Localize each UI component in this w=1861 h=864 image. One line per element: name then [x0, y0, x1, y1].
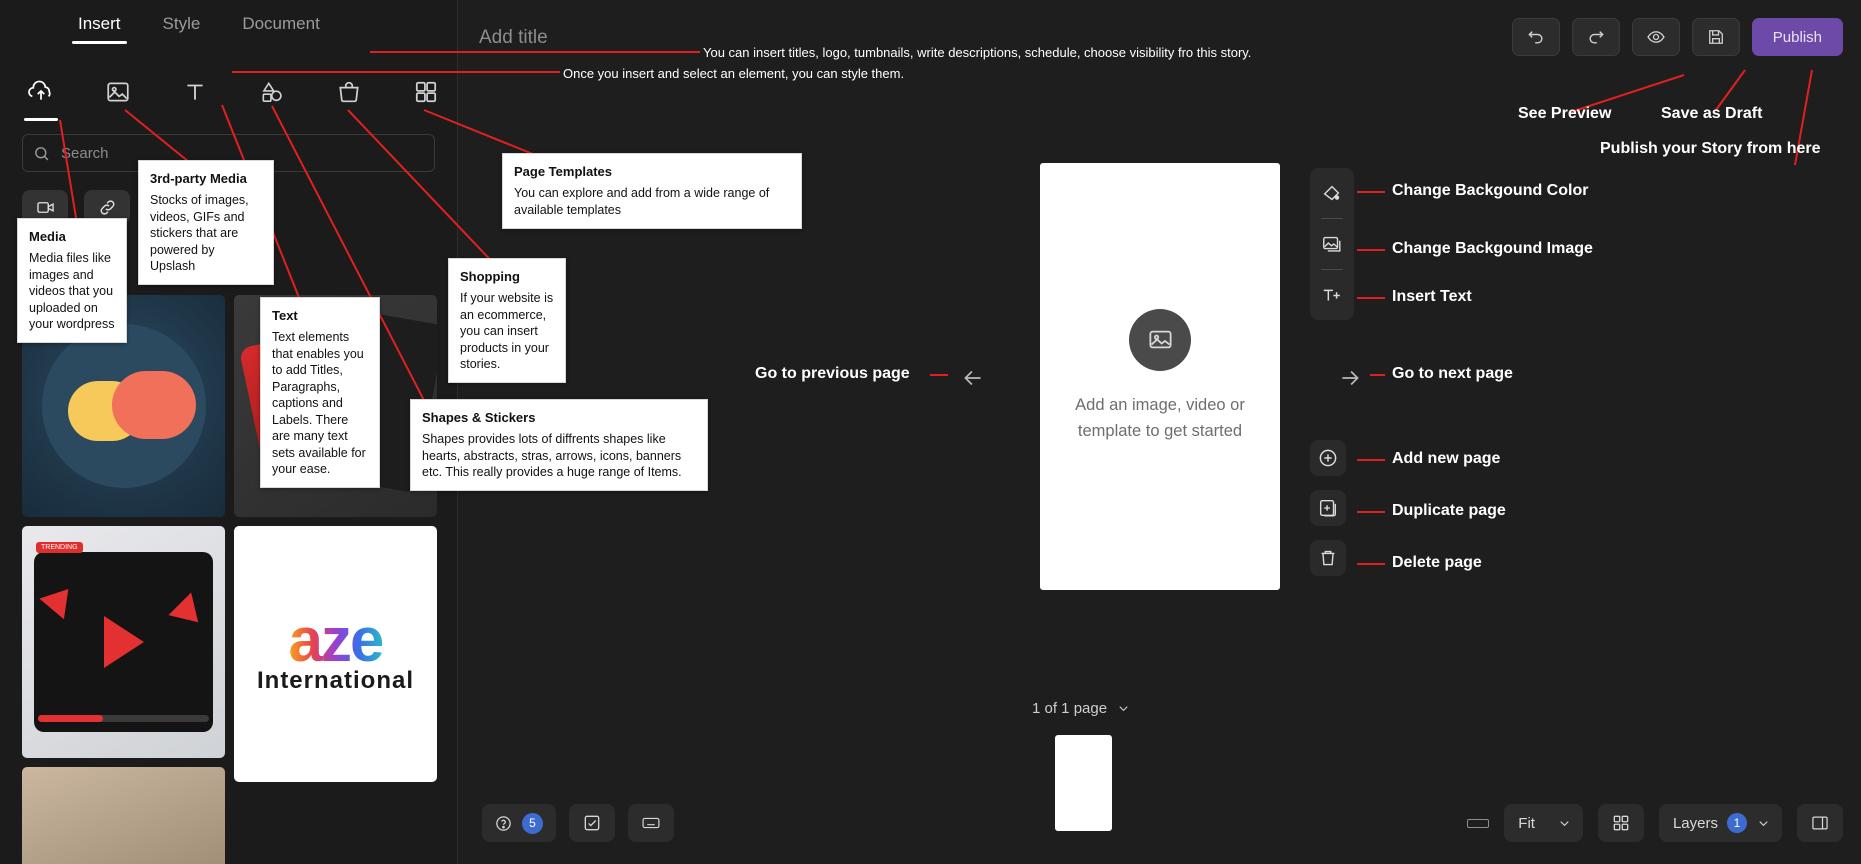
- insert-panel: [0, 0, 458, 864]
- question-mark-icon: [494, 814, 513, 833]
- previous-page-arrow-icon[interactable]: [960, 365, 986, 391]
- eye-icon: [1646, 27, 1666, 47]
- link-icon: [98, 198, 117, 217]
- header-actions: [1512, 18, 1843, 56]
- faze-logo-subtext: International: [256, 666, 414, 694]
- callout-title: Page Templates: [514, 164, 613, 179]
- bottom-right-toolbar: [1467, 804, 1843, 842]
- save-icon: [1706, 27, 1726, 47]
- annotation-style-note: Once you insert and select an element, you can style them.: [563, 66, 905, 81]
- video-icon: [36, 198, 55, 217]
- callout-title: 3rd-party Media: [150, 171, 247, 186]
- insert-text-icon: [1321, 284, 1343, 306]
- faze-logo-text: aze: [288, 606, 383, 676]
- chevron-down-icon: [1756, 816, 1771, 831]
- page-templates-icon[interactable]: [407, 73, 445, 111]
- undo-button[interactable]: [1512, 18, 1560, 56]
- third-party-media-icon[interactable]: [99, 73, 137, 111]
- divider: [1321, 218, 1343, 219]
- background-color-button[interactable]: [1314, 175, 1350, 211]
- keyboard-icon: [641, 813, 661, 833]
- list-item[interactable]: [234, 791, 437, 864]
- callout-media: [17, 218, 127, 343]
- list-item[interactable]: [22, 767, 225, 864]
- callout-body: Text elements that enables you to add Titles, Paragraphs, captions and Labels. There are many text sets available for your ease.: [272, 330, 366, 477]
- zoom-select[interactable]: [1504, 804, 1583, 842]
- callout-body: Media files like images and videos that you uploaded on your wordpress: [29, 251, 115, 332]
- callout-title: Shapes & Stickers: [422, 410, 536, 425]
- keyboard-shortcuts-button[interactable]: [628, 804, 674, 842]
- tab-insert[interactable]: Insert: [78, 14, 121, 44]
- layers-label: Layers: [1672, 814, 1718, 832]
- annotation-add-new-page: Add new page: [1392, 450, 1501, 467]
- duplicate-page-icon: [1317, 497, 1339, 519]
- annotation-save-as-draft: Save as Draft: [1661, 105, 1763, 122]
- callout-shapes: [410, 399, 708, 491]
- callout-body: You can explore and add from a wide range of available templates: [514, 186, 770, 217]
- callout-text: [260, 297, 380, 488]
- tab-style[interactable]: Style: [162, 14, 201, 33]
- page-thumbnail[interactable]: [1055, 735, 1112, 831]
- search-icon: [33, 145, 50, 162]
- undo-icon: [1526, 27, 1546, 47]
- chevron-down-icon: [1557, 816, 1572, 831]
- help-badge: 5: [522, 813, 543, 834]
- text-tool-icon[interactable]: [176, 73, 214, 111]
- page-style-rail: [1310, 168, 1354, 320]
- panel-tabs: [0, 0, 457, 58]
- duplicate-page-button[interactable]: [1310, 490, 1346, 526]
- add-page-icon: [1317, 447, 1339, 469]
- insert-text-button[interactable]: [1314, 277, 1350, 313]
- zoom-slider[interactable]: [1467, 819, 1489, 828]
- add-page-button[interactable]: [1310, 440, 1346, 476]
- redo-button[interactable]: [1572, 18, 1620, 56]
- shapes-tool-icon[interactable]: [253, 73, 291, 111]
- callout-body: Stocks of images, videos, GIFs and stickers that are powered by Upslash: [150, 193, 249, 274]
- list-item[interactable]: [234, 526, 437, 782]
- bubble-shape-orange: [112, 371, 196, 439]
- callout-body: If your website is an ecommerce, you can insert products in your stories.: [460, 291, 554, 372]
- annotation-change-bg-image: Change Backgound Image: [1392, 240, 1593, 257]
- callout-title: Shopping: [460, 269, 520, 284]
- annotation-publish-story: Publish your Story from here: [1600, 140, 1821, 157]
- checklist-button[interactable]: [569, 804, 615, 842]
- callout-third-party-media: [138, 160, 274, 285]
- grid-view-button[interactable]: [1598, 804, 1644, 842]
- trending-badge: TRENDING: [36, 542, 83, 553]
- callout-title: Media: [29, 229, 66, 244]
- annotation-prev-page: Go to previous page: [755, 365, 910, 382]
- callout-page-templates: [502, 153, 802, 229]
- annotation-delete-page: Delete page: [1392, 554, 1482, 571]
- media-upload-icon[interactable]: [22, 73, 60, 111]
- tab-document[interactable]: Document: [242, 14, 320, 33]
- grid-view-icon: [1611, 813, 1631, 833]
- background-color-icon: [1321, 182, 1343, 204]
- list-item[interactable]: [22, 526, 225, 758]
- image-placeholder-icon: [1147, 326, 1174, 353]
- divider: [1321, 269, 1343, 270]
- layers-count-badge: 1: [1727, 813, 1747, 833]
- next-page-arrow-icon[interactable]: [1337, 365, 1363, 391]
- help-button[interactable]: [482, 804, 556, 842]
- delete-page-icon: [1317, 547, 1339, 569]
- callout-body: Shapes provides lots of diffrents shapes like hearts, abstracts, stras, arrows, icons, banners etc. This really provides a huge range of Items.: [422, 432, 682, 480]
- callout-shopping: [448, 258, 566, 383]
- bottom-left-toolbar: [482, 804, 674, 842]
- play-icon: [104, 616, 144, 668]
- background-image-icon: [1321, 233, 1343, 255]
- layers-panel-toggle[interactable]: [1659, 804, 1782, 842]
- annotation-change-bg-color: Change Backgound Color: [1392, 182, 1589, 199]
- page-count-label: 1 of 1 page: [1032, 700, 1108, 717]
- save-draft-button[interactable]: [1692, 18, 1740, 56]
- annotation-insert-note: You can insert titles, logo, tumbnails, write descriptions, schedule, choose visibility fro this story.: [703, 45, 1252, 60]
- panel-toggle-icon: [1810, 813, 1830, 833]
- shopping-tool-icon[interactable]: [330, 73, 368, 111]
- right-panel-toggle-button[interactable]: [1797, 804, 1843, 842]
- publish-button[interactable]: Publish: [1752, 18, 1843, 56]
- annotation-insert-text: Insert Text: [1392, 288, 1472, 305]
- annotation-next-page: Go to next page: [1392, 365, 1513, 382]
- page-count-selector[interactable]: [1032, 700, 1131, 717]
- page-operations: [1310, 440, 1346, 576]
- progress-bar: [38, 715, 209, 722]
- story-page-canvas[interactable]: [1040, 163, 1280, 590]
- insert-tool-icons: [0, 58, 457, 120]
- annotation-see-preview: See Preview: [1518, 105, 1612, 122]
- canvas-placeholder-text: Add an image, video or template to get started: [1075, 395, 1245, 440]
- zoom-value: Fit: [1518, 814, 1535, 832]
- preview-button[interactable]: [1632, 18, 1680, 56]
- callout-title: Text: [272, 308, 298, 323]
- checklist-icon: [582, 813, 602, 833]
- chevron-down-icon: [1116, 701, 1131, 716]
- annotation-duplicate-page: Duplicate page: [1392, 502, 1506, 519]
- background-image-button[interactable]: [1314, 226, 1350, 262]
- delete-page-button[interactable]: [1310, 540, 1346, 576]
- canvas-placeholder-badge: [1129, 309, 1191, 371]
- redo-icon: [1586, 27, 1606, 47]
